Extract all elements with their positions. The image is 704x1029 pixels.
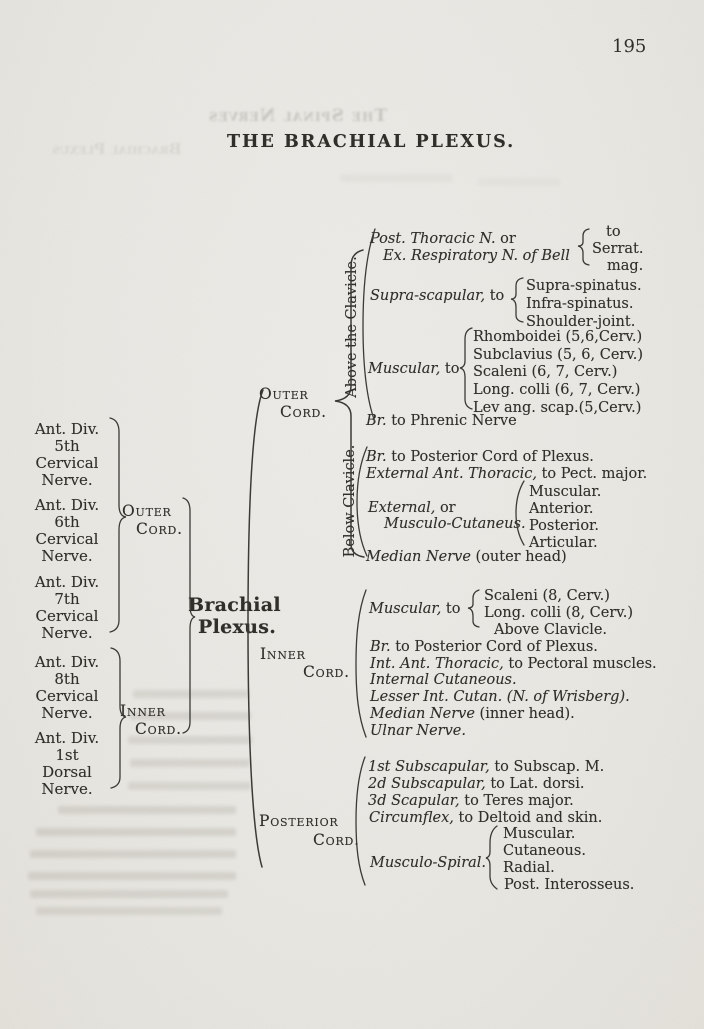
root-nerve-6th-cervical (8, 497, 126, 565)
ghost-line (133, 690, 249, 698)
item-br-posterior-cord-outer (366, 449, 594, 466)
root-line: 8th (54, 670, 80, 688)
root-line: Nerve. (41, 624, 93, 642)
item-internal-cutaneous (370, 672, 517, 689)
item-text: to Posterior Cord of Plexus. (386, 449, 594, 465)
ghost-line (30, 890, 228, 898)
root-line: Ant. Div. (34, 653, 100, 671)
target-mc-anterior: Anterior. (529, 501, 594, 517)
item-br-phrenic (366, 413, 517, 430)
ghost-verso-header: The Spinal Nerves (208, 106, 387, 126)
root-nerve-5th-cervical (8, 421, 126, 489)
root-line: 6th (54, 513, 80, 531)
item-ulnar-nerve (370, 723, 466, 740)
target-supra-spinatus: Supra-spinatus. (526, 278, 642, 294)
root-nerve-7th-cervical (8, 574, 126, 642)
item-text: Median Nerve (366, 549, 471, 565)
brace-musculo-cutaneus-targets (516, 481, 524, 545)
outer-cord-label-line1: Outer (259, 385, 309, 403)
item-text: to (440, 361, 460, 377)
item-br-posterior-cord-inner (370, 639, 598, 656)
target-ms-cutaneous: Cutaneous. (503, 843, 586, 859)
ghost-line (58, 806, 236, 814)
item-text: (outer head) (470, 549, 567, 565)
target-mc-posterior: Posterior. (529, 518, 599, 534)
root-line: Ant. Div. (34, 573, 100, 591)
below-clavicle-section-label: Below Clavicle. (342, 444, 358, 558)
root-line: Ant. Div. (34, 729, 100, 747)
ghost-line (30, 850, 236, 858)
item-post-thoracic-line2 (383, 248, 570, 265)
root-nerve-1st-dorsal (8, 730, 126, 798)
inner-cord-left-label-line2: Cord. (135, 720, 182, 738)
item-int-ant-thoracic (370, 656, 657, 673)
posterior-cord-label-line2: Cord. (313, 831, 360, 849)
item-text: Br. (366, 413, 387, 429)
item-3d-scapular (368, 793, 574, 810)
item-text: to Teres major. (459, 793, 574, 809)
ghost-line (36, 907, 222, 915)
ghost-line (478, 178, 560, 186)
target-serrat-line1: to (606, 224, 621, 240)
posterior-cord-label-line1: Posterior (259, 812, 339, 830)
brachial-plexus-label-line1: Brachial (188, 594, 281, 616)
page-title: THE BRACHIAL PLEXUS. (227, 132, 516, 152)
ghost-line (128, 782, 251, 790)
item-text: Median Nerve (370, 706, 475, 722)
item-text: to (441, 601, 461, 617)
item-text: or (495, 231, 516, 247)
item-supra-scapular (370, 288, 504, 305)
item-text: Circumflex, (369, 810, 454, 826)
root-nerve-8th-cervical (8, 654, 126, 722)
target-scaleni-8: Scaleni (8, Cerv.) (484, 588, 610, 604)
item-text: Br. (366, 449, 387, 465)
item-text: Muscular, (369, 601, 442, 617)
ghost-verso-subheader: Brachial Plexus (52, 140, 182, 158)
item-external-line1 (368, 500, 456, 517)
item-text: to Posterior Cord of Plexus. (390, 639, 598, 655)
root-line: Cervical (35, 530, 99, 548)
item-external-ant-thoracic (366, 466, 647, 483)
target-infra-spinatus: Infra-spinatus. (526, 296, 634, 312)
root-line: Cervical (35, 454, 99, 472)
brace-above-clavicle-items (363, 229, 375, 422)
target-above-clavicle-note: Above Clavicle. (494, 622, 608, 638)
inner-cord-label-line2: Cord. (303, 663, 350, 681)
inner-cord-left-label-line1: Inner (120, 702, 166, 720)
root-line: Ant. Div. (34, 420, 100, 438)
root-line: Dorsal (42, 763, 92, 781)
item-text: External, (368, 500, 436, 516)
item-text: to Deltoid and skin. (453, 810, 603, 826)
item-external-line2 (384, 516, 526, 533)
outer-cord-label-line2: Cord. (280, 403, 327, 421)
item-text: Musculo-Spiral. (370, 855, 487, 871)
item-text: Ulnar Nerve. (370, 723, 466, 739)
item-median-outer-head (366, 549, 567, 566)
target-mc-muscular: Muscular. (529, 484, 602, 500)
brace-inner-cord-items (356, 590, 366, 737)
item-text: Post. Thoracic N. (370, 231, 496, 247)
target-mc-articular: Articular. (529, 535, 598, 551)
ghost-line (340, 174, 452, 182)
brace-posterior-cord-items (356, 757, 365, 885)
ghost-line (36, 828, 236, 836)
target-long-colli-8: Long. colli (8, Cerv.) (484, 605, 634, 621)
brace-inner-muscular-targets (468, 590, 479, 627)
item-text: to Phrenic Nerve (386, 413, 517, 429)
root-line: 1st (55, 746, 79, 764)
item-post-thoracic-line1 (370, 231, 516, 248)
item-musculo-spiral (370, 855, 486, 872)
outer-cord-left-label-line1: Outer (122, 502, 172, 520)
target-rhomboidei: Rhomboidei (5,6,Cerv.) (473, 329, 643, 345)
item-muscular-above (368, 361, 460, 378)
item-1st-subscapular (368, 759, 604, 776)
item-text: Br. (370, 639, 391, 655)
item-text: Muscular, (368, 361, 441, 377)
item-text: External Ant. Thoracic, (366, 466, 537, 482)
outer-cord-left-label-line2: Cord. (136, 520, 183, 538)
root-line: 5th (54, 437, 80, 455)
item-text: to Pectoral muscles. (503, 656, 657, 672)
root-line: Cervical (35, 607, 99, 625)
root-line: 7th (54, 590, 80, 608)
above-clavicle-section-label: Above the Clavicle. (344, 256, 360, 398)
item-text: Ex. Respiratory N. of Bell (383, 248, 570, 264)
item-median-inner-head (370, 706, 575, 723)
brace-serratus (578, 229, 589, 265)
root-line: Nerve. (41, 547, 93, 565)
brachial-plexus-label-line2: Plexus. (198, 616, 277, 638)
ghost-line (28, 872, 236, 880)
target-serrat-line3: mag. (607, 258, 644, 274)
target-long-colli: Long. colli (6, 7, Cerv.) (473, 382, 641, 398)
root-line: Nerve. (41, 471, 93, 489)
item-circumflex (369, 810, 602, 827)
item-text: (inner head). (474, 706, 575, 722)
item-text: to (485, 288, 505, 304)
target-ms-post-interosseus: Post. Interosseus. (504, 877, 635, 893)
brace-musculo-spiral-targets (486, 826, 497, 889)
item-text: Supra-scapular, (370, 288, 486, 304)
target-subclavius: Subclavius (5, 6, Cerv.) (473, 347, 644, 363)
brace-muscular-targets (460, 328, 472, 409)
item-text: 2d Subscapular, (368, 776, 486, 792)
root-line: Nerve. (41, 704, 93, 722)
root-line: Cervical (35, 687, 99, 705)
item-text: to Lat. dorsi. (485, 776, 585, 792)
item-text: Lesser Int. Cutan. (N. of Wrisberg). (370, 689, 630, 705)
item-muscular-inner (369, 601, 461, 618)
item-text: Internal Cutaneous. (370, 672, 517, 688)
target-lev-ang-scap: Lev ang. scap.(5,Cerv.) (473, 400, 642, 416)
item-text: Musculo-Cutaneus. (384, 516, 526, 532)
target-ms-muscular: Muscular. (503, 826, 576, 842)
ghost-line (130, 759, 250, 767)
root-line: Nerve. (41, 780, 93, 798)
item-text: or (435, 500, 456, 516)
item-lesser-int-cutan (370, 689, 630, 706)
brace-supra-scapular-targets (511, 278, 523, 322)
target-serrat-line2: Serrat. (592, 241, 644, 257)
item-text: to Subscap. M. (489, 759, 605, 775)
item-text: to Pect. major. (537, 466, 648, 482)
item-text: 1st Subscapular, (368, 759, 490, 775)
item-2d-subscapular (368, 776, 584, 793)
target-scaleni: Scaleni (6, 7, Cerv.) (473, 364, 618, 380)
item-text: Int. Ant. Thoracic, (370, 656, 504, 672)
item-text: 3d Scapular, (368, 793, 460, 809)
root-line: Ant. Div. (34, 496, 100, 514)
page-number: 195 (612, 36, 647, 57)
inner-cord-label-line1: Inner (260, 645, 306, 663)
target-shoulder-joint: Shoulder-joint. (526, 314, 636, 330)
target-ms-radial: Radial. (503, 860, 555, 876)
